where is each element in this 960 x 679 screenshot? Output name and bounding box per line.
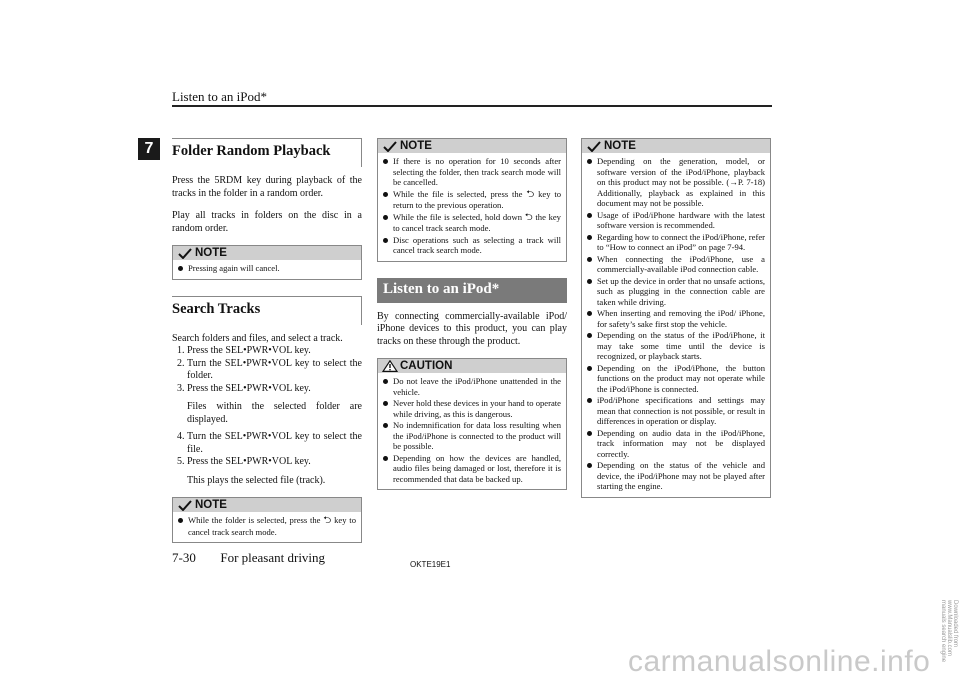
note-label: NOTE	[195, 499, 227, 511]
note-box	[172, 245, 362, 280]
page-number: 7-30	[172, 550, 196, 565]
paragraph: Press the 5RDM key during playback of the tracks in the folder in a random order.	[172, 175, 362, 199]
side-watermark: Downloaded from www.Manualslib.com manuals search engine	[940, 600, 958, 663]
paragraph: Play all tracks in folders on the disc in a random order.	[172, 210, 362, 234]
list-item: Depending on the generation, model, or software version of the iPod/iPhone, playback on this product may not be possible. (→P. 7-18) Additionally, playback as explained in this document may not be possible.	[587, 156, 765, 209]
note-icon	[177, 499, 193, 511]
list-item: If there is no operation for 10 seconds after selecting the folder, then track search mode will be cancelled.	[383, 156, 561, 188]
bullet-icon	[587, 257, 592, 262]
list-item: No indemnification for data loss resulting when the iPod/iPhone is connected to the product will be possible.	[383, 420, 561, 452]
note-icon	[586, 140, 602, 152]
note-box	[172, 497, 362, 543]
watermark: carmanualsonline.info	[628, 645, 931, 678]
step-item: 5. Press the SEL•PWR•VOL key. This plays the selected file (track).	[177, 456, 326, 486]
bullet-icon	[587, 235, 592, 240]
note-label: NOTE	[604, 140, 636, 152]
step-item: 2. Turn the SEL•PWR•VOL key to select the folder.	[177, 357, 362, 381]
column-2	[377, 138, 567, 490]
bullet-icon	[587, 398, 592, 403]
list-item: Pressing again will cancel.	[178, 263, 356, 274]
paragraph: By connecting commercially-available iPod/ iPhone devices to this product, you can play tracks on these through the product.	[377, 310, 567, 347]
step-item: 1. Press the SEL•PWR•VOL key.	[177, 345, 311, 356]
bullet-icon	[383, 379, 388, 384]
section-banner: Listen to an iPod*	[377, 278, 567, 303]
list-item: While the folder is selected, press the ⮌ key to cancel track search mode.	[178, 515, 356, 537]
note-icon	[177, 247, 193, 259]
bullet-icon	[383, 192, 388, 197]
list-item: While the file is selected, hold down ⮌ the key to cancel track search mode.	[383, 212, 561, 234]
bullet-icon	[587, 279, 592, 284]
bullet-icon	[587, 463, 592, 468]
list-item: iPod/iPhone specifications and settings may mean that connection is not possible, or result in differences in operation or display.	[587, 395, 765, 427]
bullet-icon	[587, 159, 592, 164]
list-item: Depending on the status of the vehicle and device, the iPod/iPhone may not be played after starting the engine.	[587, 460, 765, 492]
column-1	[172, 138, 362, 543]
paragraph: Search folders and files, and select a track.	[172, 332, 343, 344]
list-item: Depending on how the devices are handled, audio files being damaged or lost, therefore it is recommended that data be backed up.	[383, 453, 561, 485]
list-item: While the file is selected, press the ⮌ key to return to the previous operation.	[383, 189, 561, 211]
step-item: 4. Turn the SEL•PWR•VOL key to select the file.	[177, 431, 362, 455]
list-item: Depending on the iPod/iPhone, the button functions on the product may not operate while the iPod/iPhone is connected.	[587, 363, 765, 395]
bullet-icon	[383, 215, 388, 220]
page-footer	[172, 550, 325, 566]
warning-triangle-icon	[382, 360, 398, 372]
chapter-title: For pleasant driving	[220, 550, 326, 565]
bullet-icon	[178, 266, 183, 271]
note-label: NOTE	[400, 140, 432, 152]
note-header	[173, 246, 361, 260]
bullet-icon	[383, 423, 388, 428]
bullet-icon	[587, 311, 592, 316]
list-item: Never hold these devices in your hand to operate while driving, as this is dangerous.	[383, 398, 561, 419]
caution-box	[377, 358, 567, 490]
note-box	[581, 138, 771, 498]
note-header	[378, 139, 566, 153]
list-item: When inserting and removing the iPod/ iPhone, for safety’s sake first stop the vehicle.	[587, 308, 765, 329]
note-icon	[382, 140, 398, 152]
list-item: Do not leave the iPod/iPhone unattended in the vehicle.	[383, 376, 561, 397]
section-title-search-tracks: Search Tracks	[172, 296, 362, 325]
header-rule	[172, 105, 772, 107]
note-header	[582, 139, 770, 153]
list-item: Set up the device in order that no unsafe actions, such as plugging in the connection cable are taken while driving.	[587, 276, 765, 308]
column-3	[581, 138, 771, 498]
note-box	[377, 138, 567, 262]
list-item: When connecting the iPod/iPhone, use a commercially-available iPod connection cable.	[587, 254, 765, 275]
list-item: Disc operations such as selecting a track will cancel track search mode.	[383, 235, 561, 256]
list-item: Depending on the status of the iPod/iPhone, it may take some time until the device is recognized, or playback starts.	[587, 330, 765, 362]
document-code: OKTE19E1	[410, 560, 451, 569]
list-item: Regarding how to connect the iPod/iPhone, refer to “How to connect an iPod” on page 7-94.	[587, 232, 765, 253]
return-icon: ⮌	[524, 211, 533, 223]
return-icon: ⮌	[323, 515, 332, 526]
caution-header	[378, 359, 566, 373]
bullet-icon	[178, 518, 183, 523]
bullet-icon	[383, 238, 388, 243]
list-item: Usage of iPod/iPhone hardware with the latest software version is recommended.	[587, 210, 765, 231]
bullet-icon	[587, 333, 592, 338]
caution-label: CAUTION	[400, 360, 453, 372]
return-icon: ⮌	[526, 188, 535, 200]
note-header	[173, 498, 361, 512]
bullet-icon	[587, 431, 592, 436]
list-item: Depending on audio data in the iPod/iPhone, track information may not be displayed correctly.	[587, 428, 765, 460]
section-tab: 7	[138, 138, 160, 160]
step-item: 3. Press the SEL•PWR•VOL key. Files within the selected folder are displayed.	[177, 382, 362, 425]
step-list	[172, 345, 362, 487]
bullet-icon	[587, 366, 592, 371]
bullet-icon	[383, 159, 388, 164]
bullet-icon	[587, 213, 592, 218]
section-title-folder-random: Folder Random Playback	[172, 138, 362, 167]
bullet-icon	[383, 401, 388, 406]
bullet-icon	[383, 456, 388, 461]
page-header: Listen to an iPod*	[172, 89, 267, 104]
note-label: NOTE	[195, 247, 227, 259]
